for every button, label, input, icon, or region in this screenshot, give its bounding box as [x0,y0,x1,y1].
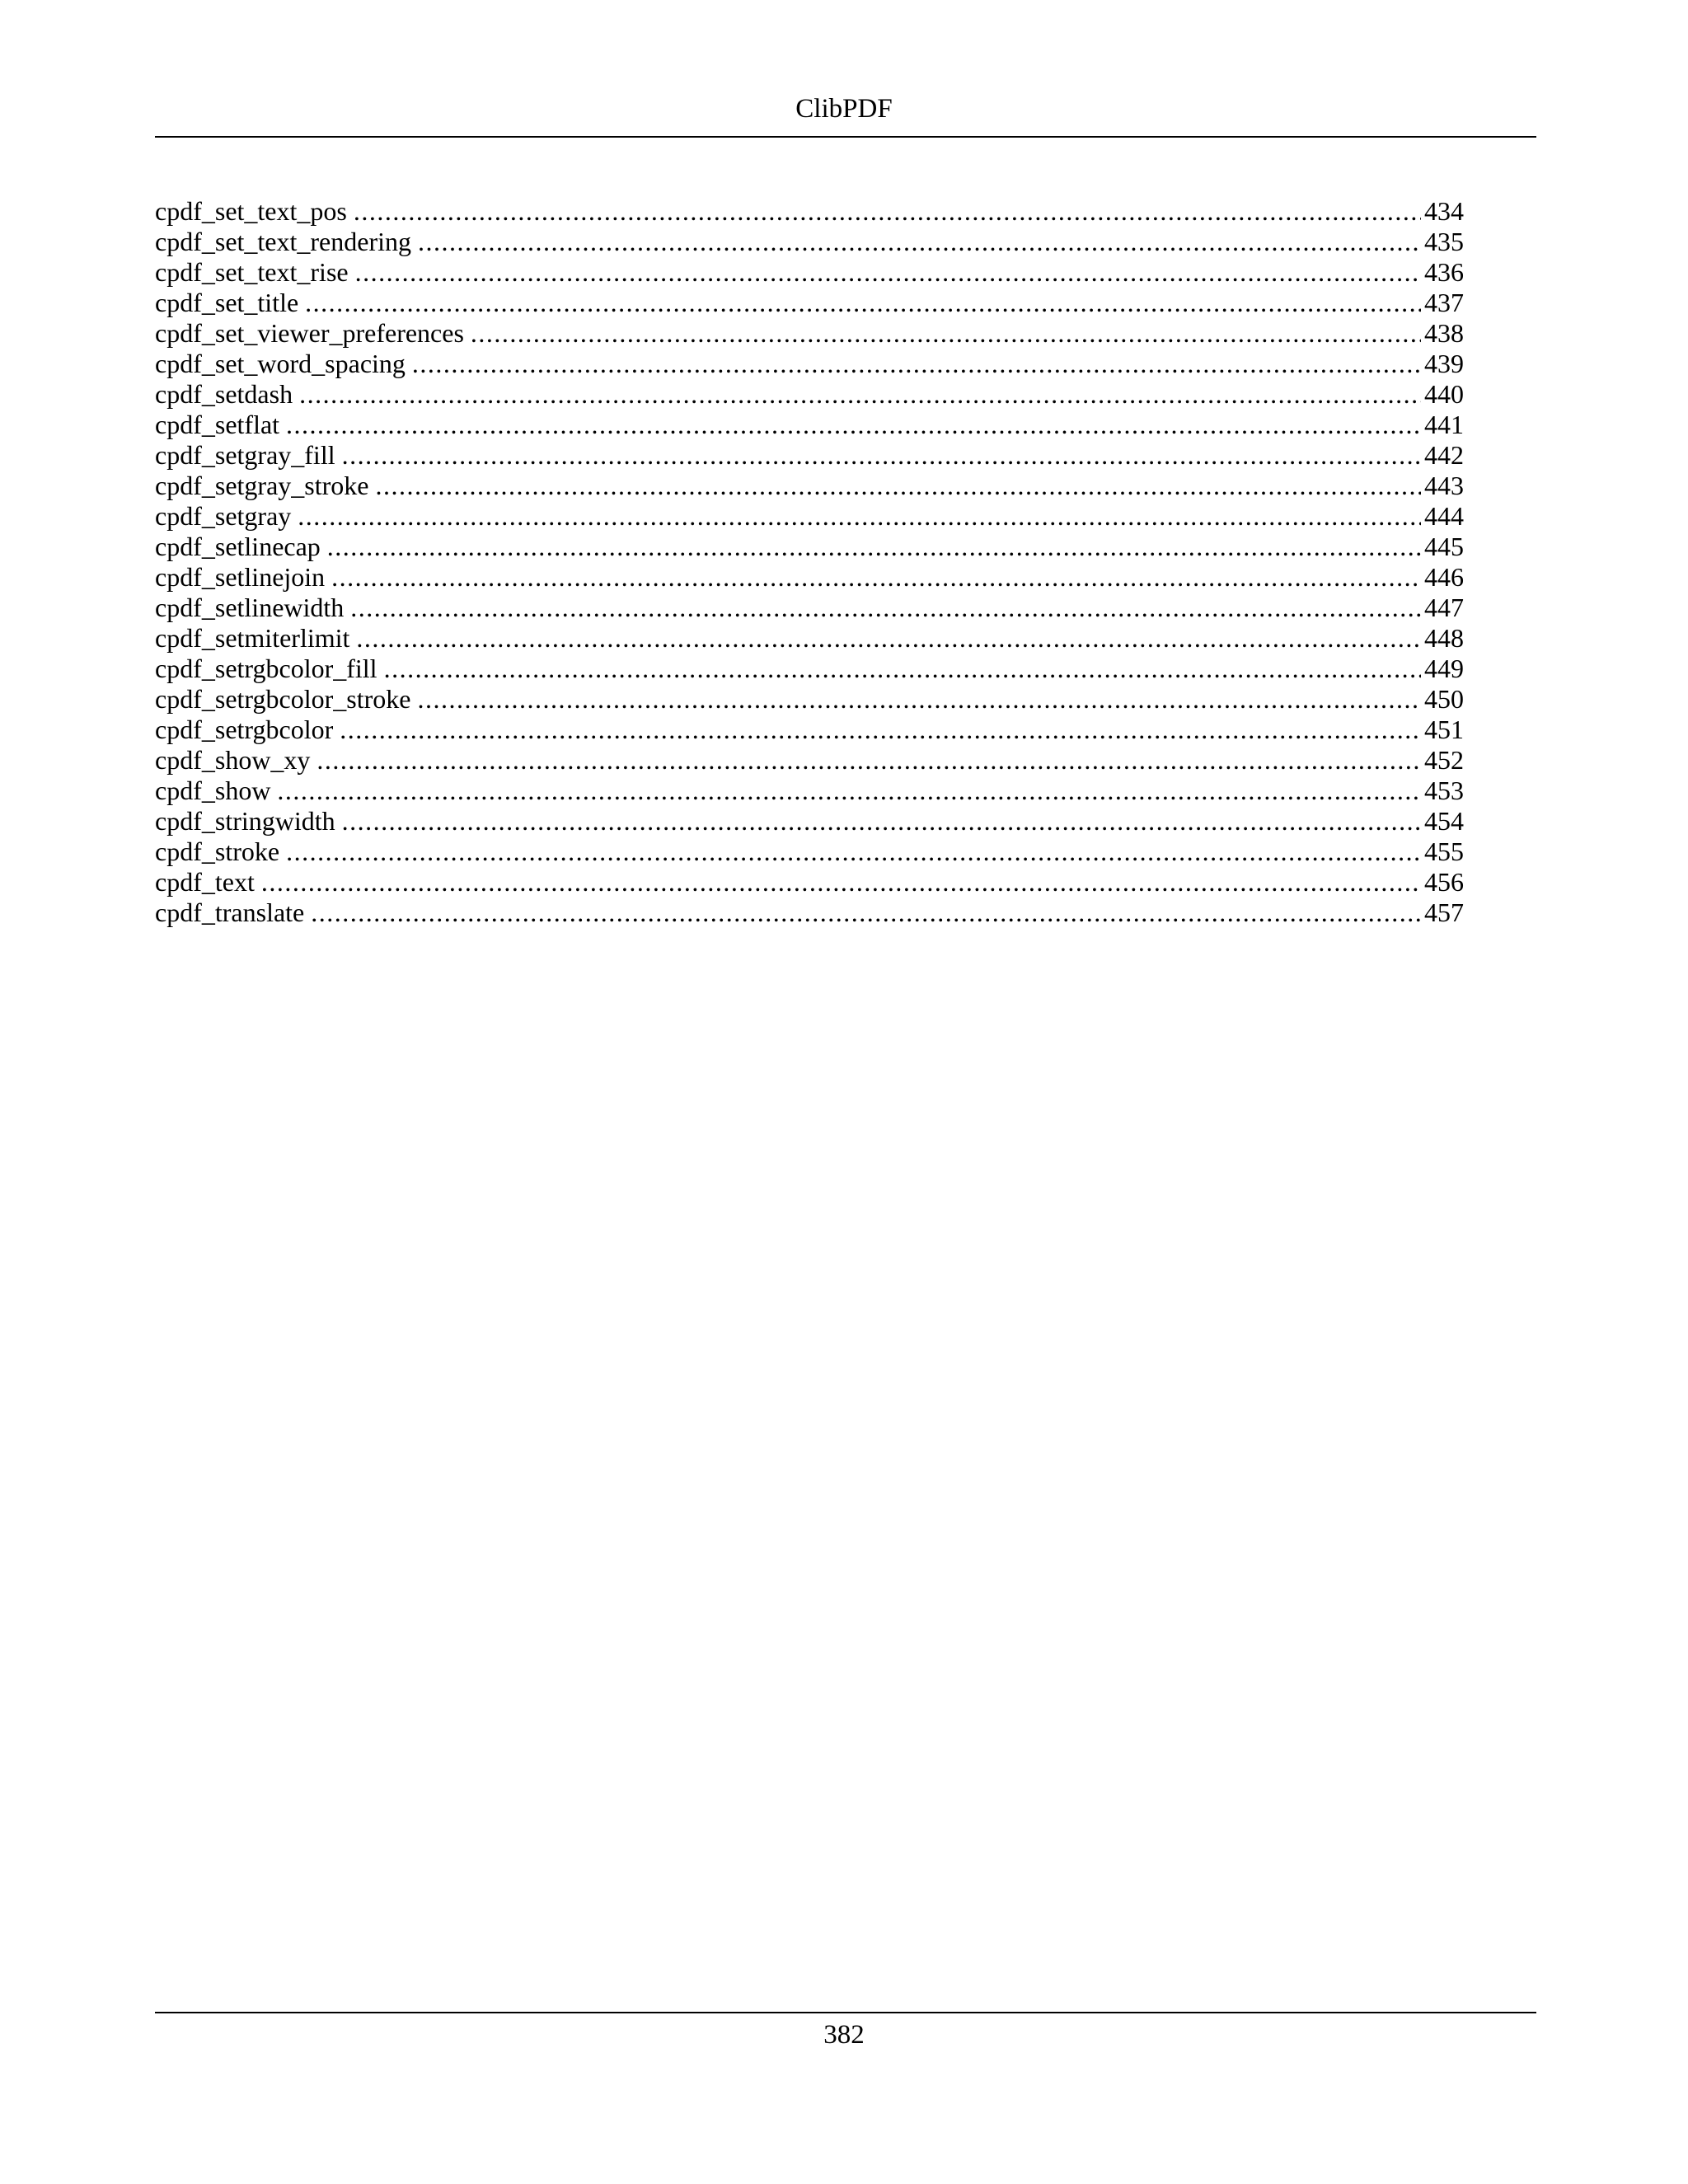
toc-entry-label: cpdf_text [155,867,255,897]
toc-entry-page: 446 [1424,562,1464,592]
toc-entry-label: cpdf_setrgbcolor [155,715,334,744]
toc-entry-page: 440 [1424,379,1464,409]
toc-entry-page: 443 [1424,471,1464,500]
toc-entry-label: cpdf_set_viewer_preferences [155,318,464,348]
toc-entry[interactable] [155,715,1464,745]
toc-dot-leader [355,257,1421,288]
toc-dot-leader [418,227,1421,257]
header-rule [155,136,1536,138]
toc-entry[interactable] [155,745,1464,776]
toc-dot-leader [277,776,1421,806]
toc-entry-page: 436 [1424,257,1464,287]
toc-entry[interactable] [155,837,1464,867]
toc-entry-page: 439 [1424,349,1464,378]
toc-entry-label: cpdf_setgray [155,501,292,531]
toc-entry[interactable] [155,227,1464,257]
toc-dot-leader [316,745,1421,776]
toc-entry[interactable] [155,776,1464,806]
toc-entry-page: 455 [1424,837,1464,866]
toc-entry-page: 442 [1424,440,1464,470]
toc-entry-page: 456 [1424,867,1464,897]
toc-entry-page: 438 [1424,318,1464,348]
toc-entry-label: cpdf_setlinewidth [155,593,345,622]
toc-entry[interactable] [155,806,1464,837]
toc-entry-label: cpdf_setmiterlimit [155,623,350,653]
toc-entry[interactable] [155,471,1464,501]
toc-entry-label: cpdf_setrgbcolor_stroke [155,684,411,714]
toc-entry-page: 449 [1424,654,1464,683]
toc-dot-leader [331,562,1421,593]
toc-entry-label: cpdf_set_text_rise [155,257,349,287]
toc-entry[interactable] [155,196,1464,227]
toc-entry[interactable] [155,501,1464,532]
toc-entry-label: cpdf_set_title [155,288,299,317]
toc-dot-leader [298,501,1421,532]
toc-dot-leader [417,684,1421,715]
toc-entry-label: cpdf_setdash [155,379,293,409]
toc-entry-page: 448 [1424,623,1464,653]
toc-entry-page: 441 [1424,410,1464,439]
toc-entry[interactable] [155,440,1464,471]
toc-dot-leader [350,593,1421,623]
toc-entry-page: 454 [1424,806,1464,836]
toc-entry-label: cpdf_setlinejoin [155,562,326,592]
toc-dot-leader [384,654,1421,684]
toc-entry-label: cpdf_stringwidth [155,806,335,836]
toc-entry[interactable] [155,562,1464,593]
running-header: ClibPDF [795,94,893,124]
toc-dot-leader [261,867,1421,898]
toc-entry-label: cpdf_setgray_fill [155,440,335,470]
toc-entry-label: cpdf_set_text_pos [155,196,347,226]
toc-dot-leader [412,349,1421,379]
toc-entry[interactable] [155,654,1464,684]
toc-entry-label: cpdf_setlinecap [155,532,321,561]
toc-entry-page: 453 [1424,776,1464,805]
toc-entry-page: 435 [1424,227,1464,256]
toc-entry-label: cpdf_show [155,776,271,805]
toc-dot-leader [286,410,1421,440]
toc-entry-label: cpdf_setgray_stroke [155,471,369,500]
page-number: 382 [823,2020,865,2050]
toc-entry[interactable] [155,410,1464,440]
toc-dot-leader [327,532,1421,562]
toc-entry-page: 437 [1424,288,1464,317]
toc-entry-page: 452 [1424,745,1464,775]
toc-entry-page: 434 [1424,196,1464,226]
toc-entry[interactable] [155,623,1464,654]
toc-dot-leader [305,288,1421,318]
toc-entry-page: 447 [1424,593,1464,622]
toc-dot-leader [375,471,1421,501]
toc-entry[interactable] [155,898,1464,928]
toc-entry-page: 444 [1424,501,1464,531]
toc-dot-leader [354,196,1421,227]
toc-dot-leader [311,898,1421,928]
toc-entry[interactable] [155,257,1464,288]
toc-dot-leader [356,623,1421,654]
toc-entry[interactable] [155,532,1464,562]
toc-entry-label: cpdf_stroke [155,837,280,866]
toc-dot-leader [342,440,1421,471]
toc-entry-label: cpdf_setflat [155,410,280,439]
toc-entry-page: 457 [1424,898,1464,927]
toc-entry-label: cpdf_set_text_rendering [155,227,411,256]
toc-dot-leader [342,806,1421,837]
toc-entry[interactable] [155,318,1464,349]
toc-dot-leader [340,715,1421,745]
toc-entry-label: cpdf_setrgbcolor_fill [155,654,377,683]
footer-rule [155,2012,1536,2013]
toc-entry[interactable] [155,379,1464,410]
toc-dot-leader [471,318,1421,349]
toc-entry-page: 445 [1424,532,1464,561]
toc-dot-leader [286,837,1421,867]
toc-entry[interactable] [155,684,1464,715]
toc-list [155,196,1464,928]
toc-entry[interactable] [155,593,1464,623]
toc-entry-label: cpdf_show_xy [155,745,311,775]
toc-entry[interactable] [155,867,1464,898]
toc-entry[interactable] [155,349,1464,379]
toc-dot-leader [299,379,1421,410]
toc-entry-label: cpdf_translate [155,898,305,927]
toc-entry-page: 450 [1424,684,1464,714]
toc-entry-label: cpdf_set_word_spacing [155,349,406,378]
toc-entry-page: 451 [1424,715,1464,744]
toc-entry[interactable] [155,288,1464,318]
